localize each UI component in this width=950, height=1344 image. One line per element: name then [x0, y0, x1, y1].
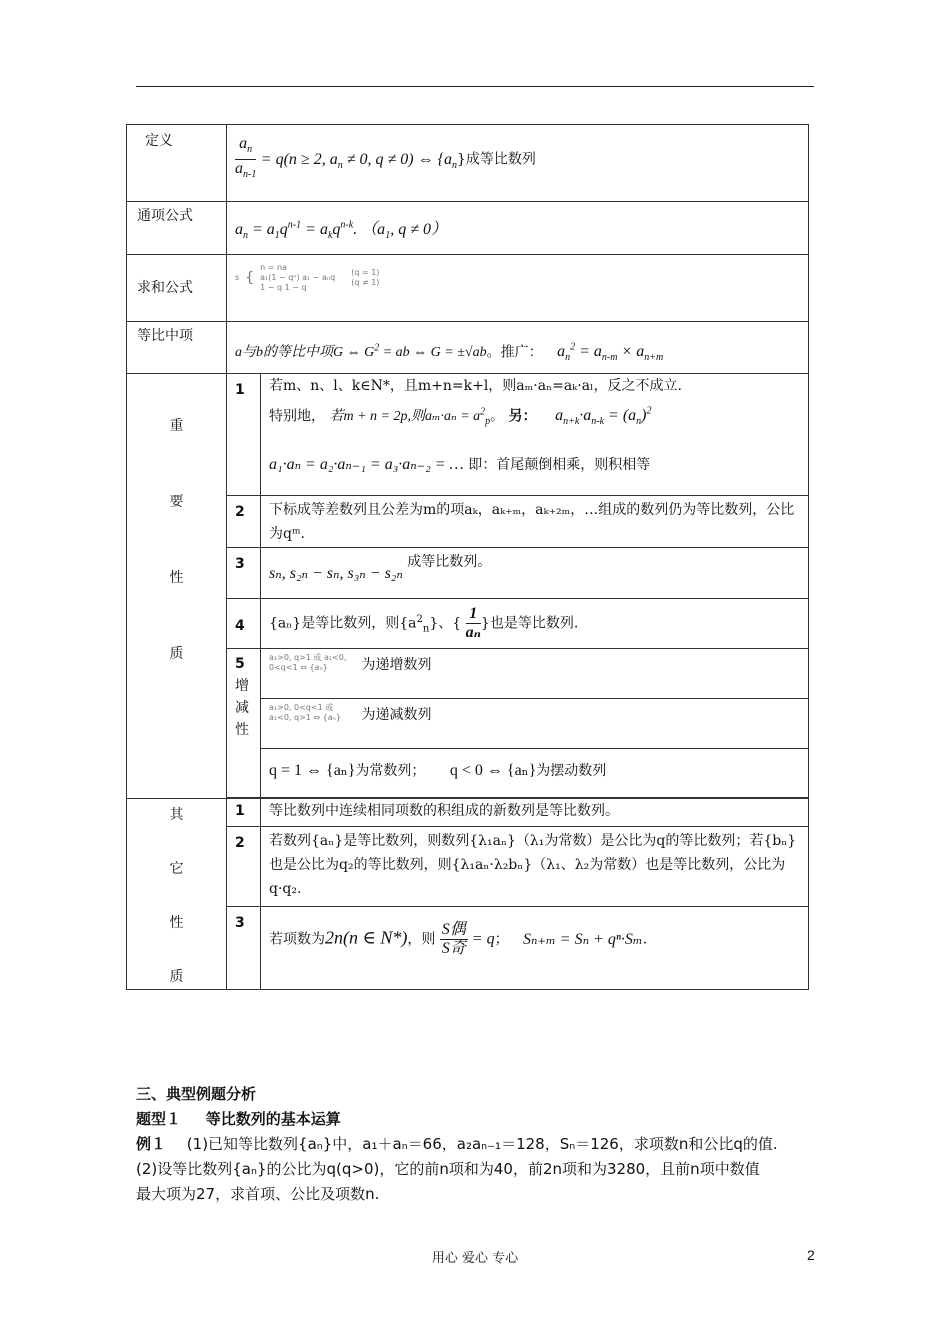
example-1-line2: (2)设等比数列{aₙ}的公比为q(q>0)，它的前n项和为40，前2n项和为3280，且前n项中数值	[136, 1160, 760, 1178]
label-geometric-mean: 等比中项	[127, 322, 227, 374]
constant-oscillating-cell: q = 1 ⇔ {aₙ}为常数列； q < 0 ⇔ {aₙ}为摆动数列	[261, 749, 809, 798]
increasing-cell: a₁>0, q>1 或 a₁<0, 0<q<1 ⇔ {aₙ} 为递增数列	[261, 649, 809, 699]
geometric-sequence-table	[126, 124, 809, 990]
property-1-line2: 特别地， 若m + n = 2p,则$a_m\cdot a_n = a^2_p$。 另： $a_{n+k}\cdot a_{n-k} = (a_n)^2$	[269, 406, 652, 428]
footer-text: 用心 爱心 专心	[431, 1251, 519, 1266]
other-3-cell: 若项数为2n(n ∈ N*)，则 $\frac{\text{S偶}}{\text{S奇}}$ = q； Sₙ₊ₘ = Sₙ + qⁿ·Sₘ.	[261, 907, 809, 990]
row-definition	[127, 125, 809, 202]
reciprocal-fraction: $\frac{1}{\text{aₙ}}$	[465, 605, 481, 641]
row-other-3	[127, 907, 809, 990]
property-num-4: 4	[227, 599, 261, 649]
property-3-cell	[261, 548, 809, 599]
row-property-2	[127, 496, 809, 548]
section-heading: 三、典型例题分析	[136, 1085, 257, 1103]
row-property-1	[127, 374, 809, 496]
label-general-term: 通项公式	[127, 202, 227, 255]
example-1-line3: 最大项为27，求首项、公比及项数n.	[136, 1185, 380, 1203]
page-number: 2	[807, 1247, 815, 1263]
row-property-3	[127, 548, 809, 599]
other-num-3: 3	[227, 907, 261, 990]
mean-formula: a与b的等比中项G ⇔ $G^2$ = ab ⇔ G = ±√ab	[235, 342, 487, 361]
label-other-properties: 其 它 性 质	[127, 799, 227, 990]
row-sum	[127, 255, 809, 322]
property-1-line1: 若m、n、l、k∈N*，且m+n=k+l，则aₘ·aₙ=aₖ·aₗ，反之不成立.	[269, 378, 682, 394]
general-term-formula: $a_n = a_1q^{n-1} = a_kq^{n-k}$. （$a_1$, q ≠ 0）	[235, 220, 447, 242]
other-num-2: 2	[227, 826, 261, 907]
definition-cell	[227, 125, 809, 202]
label-sum: 求和公式	[127, 255, 227, 322]
general-term-cell	[227, 202, 809, 255]
label-important-properties: 重 要 性 质	[127, 374, 227, 799]
ratio-fraction: $\frac{a_n}{a_{n-1}}$	[235, 135, 257, 181]
mean-extension-formula: $a_n^2 = a_{n-m} \times a_{n+m}$	[557, 342, 664, 364]
property-num-1: 1	[227, 374, 261, 496]
property-3-formula: sₙ, s₂ₙ − sₙ, s₃ₙ − s₂ₙ	[269, 565, 403, 582]
property-4-cell: {aₙ}是等比数列，则$\{a^2_n\}$、{ $\frac{1}{\text{aₙ}}$ }也是等比数列.	[261, 599, 809, 649]
property-2-cell: 下标成等差数列且公差为m的项aₖ，aₖ₊ₘ，aₖ₊₂ₘ，…组成的数列仍为等比数列，公比为qᵐ.	[261, 496, 809, 548]
property-num-2: 2	[227, 496, 261, 548]
property-3-text: 成等比数列。	[407, 554, 492, 570]
other-1-cell: 等比数列中连续相同项数的积组成的新数列是等比数列。	[261, 799, 809, 827]
sum-cell	[227, 255, 809, 322]
header-rule	[136, 86, 814, 87]
definition-formula: = q(n ≥ 2, $a_n \ne 0$, q ≠ 0) ⇔ {$a_n$	[260, 150, 457, 171]
row-property-4	[127, 599, 809, 649]
sum-formula-tiny: s { n = na a₁(1 − qⁿ) a₁ − aₙq 1 − q 1 − q (q = 1) (q ≠ 1)	[235, 263, 380, 292]
decreasing-cell: a₁>0, 0<q<1 或 a₁<0, q>1 ⇔ {aₙ} 为递减数列	[261, 699, 809, 749]
question-type-line: 题型１ 等比数列的基本运算	[136, 1110, 341, 1128]
geometric-mean-cell	[227, 322, 809, 374]
row-property-5-increasing	[127, 649, 809, 699]
row-other-1	[127, 799, 809, 827]
other-2-cell: 若数列{aₙ}是等比数列，则数列{λ₁aₙ}（λ₁为常数）是公比为q的等比数列；若{bₙ}也是公比为q₂的等比数列，则{λ₁aₙ·λ₂bₙ}（λ₁、λ₂为常数）也是等比数列，公比为q·q₂.	[261, 826, 809, 907]
row-general-term	[127, 202, 809, 255]
other-num-1: 1	[227, 799, 261, 827]
example-1-line1: 例１ (1)已知等比数列{aₙ}中，a₁＋aₙ＝66，a₂aₙ₋₁＝128，Sₙ＝126，求项数n和公比q的值.	[136, 1135, 778, 1153]
property-num-3: 3	[227, 548, 261, 599]
property-num-5: 5 增 减 性	[227, 649, 261, 798]
label-definition: 定义	[127, 125, 227, 202]
property-1-line3: a₁·aₙ = a₂·aₙ₋₁ = a₃·aₙ₋₂ = … 即：首尾颠倒相乘，则积相等	[269, 455, 651, 473]
mean-extension-label: 。推广：	[486, 344, 543, 361]
definition-tail: }成等比数列	[457, 151, 536, 168]
row-other-2	[127, 826, 809, 907]
even-odd-fraction: $\frac{\text{S偶}}{\text{S奇}}$	[441, 921, 466, 958]
row-geometric-mean	[127, 322, 809, 374]
property-1-cell	[261, 374, 809, 496]
